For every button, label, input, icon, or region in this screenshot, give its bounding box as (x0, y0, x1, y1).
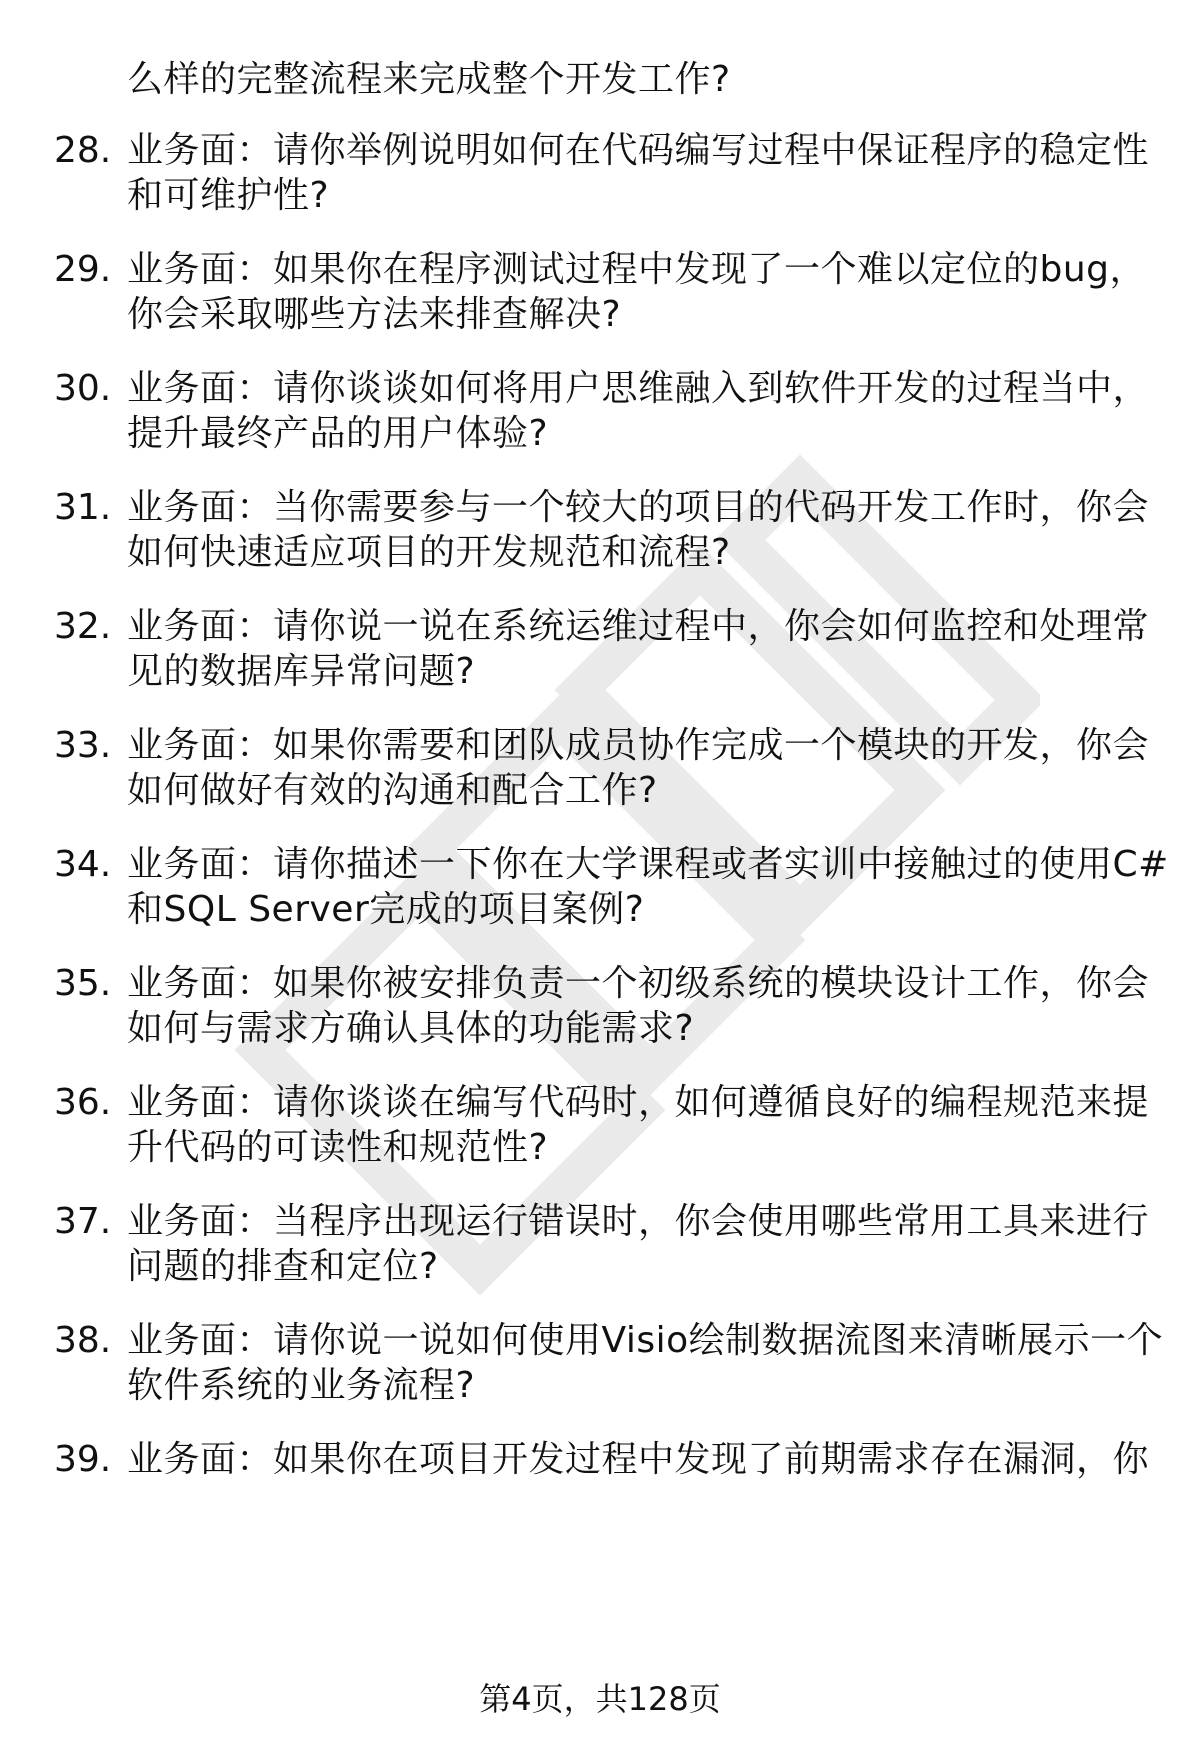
list-item-text: 业务面：如果你被安排负责一个初级系统的模块设计工作，你会 (127, 963, 1150, 1004)
list-item-text: 业务面：如果你在程序测试过程中发现了一个难以定位的bug， (127, 249, 1147, 290)
list-item-text: 升代码的可读性和规范性? (127, 1127, 549, 1168)
list-item-number: 38. (54, 1320, 112, 1361)
list-item-text: 软件系统的业务流程? (127, 1365, 476, 1406)
list-item-number: 29. (54, 249, 112, 290)
list-item-text: 业务面：当程序出现运行错误时，你会使用哪些常用工具来进行 (127, 1201, 1150, 1242)
list-item-number: 34. (54, 844, 112, 885)
list-item-number: 31. (54, 487, 112, 528)
list-item-number: 35. (54, 963, 112, 1004)
list-item-text: 业务面：请你说一说在系统运维过程中，你会如何监控和处理常 (127, 606, 1150, 647)
list-item-text: 业务面：请你谈谈在编写代码时，如何遵循良好的编程规范来提 (127, 1082, 1150, 1123)
list-item-number: 33. (54, 725, 112, 766)
list-item-number: 36. (54, 1082, 112, 1123)
list-item-text: 业务面：请你描述一下你在大学课程或者实训中接触过的使用C# (127, 844, 1169, 885)
list-item-text: 见的数据库异常问题? (127, 651, 476, 692)
list-item-text: 和SQL Server完成的项目案例? (127, 889, 645, 930)
list-item-text: 和可维护性? (127, 175, 330, 216)
list-item-text: 业务面：请你说一说如何使用Visio绘制数据流图来清晰展示一个 (127, 1320, 1164, 1361)
list-item-text: 业务面：如果你在项目开发过程中发现了前期需求存在漏洞，你 (127, 1439, 1150, 1480)
list-item-text: 如何做好有效的沟通和配合工作? (127, 770, 658, 811)
list-item-number: 32. (54, 606, 112, 647)
list-item-text: 如何与需求方确认具体的功能需求? (127, 1008, 695, 1049)
list-item-text: 问题的排查和定位? (127, 1246, 439, 1287)
list-item-text: 你会采取哪些方法来排查解决? (127, 294, 622, 335)
list-item-text: 业务面：请你举例说明如何在代码编写过程中保证程序的稳定性 (127, 130, 1150, 171)
list-item-number: 37. (54, 1201, 112, 1242)
list-item-number: 39. (54, 1439, 112, 1480)
list-item-text: 业务面：请你谈谈如何将用户思维融入到软件开发的过程当中， (127, 368, 1150, 409)
list-item-number: 28. (54, 130, 112, 171)
list-item-number: 30. (54, 368, 112, 409)
list-item-text: 业务面：当你需要参与一个较大的项目的代码开发工作时，你会 (127, 487, 1150, 528)
list-item-text: 如何快速适应项目的开发规范和流程? (127, 532, 731, 573)
list-item-text: 提升最终产品的用户体验? (127, 413, 549, 454)
lead-line: 么样的完整流程来完成整个开发工作? (127, 59, 731, 100)
page-number: 第4页，共128页 (479, 1680, 721, 1718)
list-item-text: 业务面：如果你需要和团队成员协作完成一个模块的开发，你会 (127, 725, 1150, 766)
